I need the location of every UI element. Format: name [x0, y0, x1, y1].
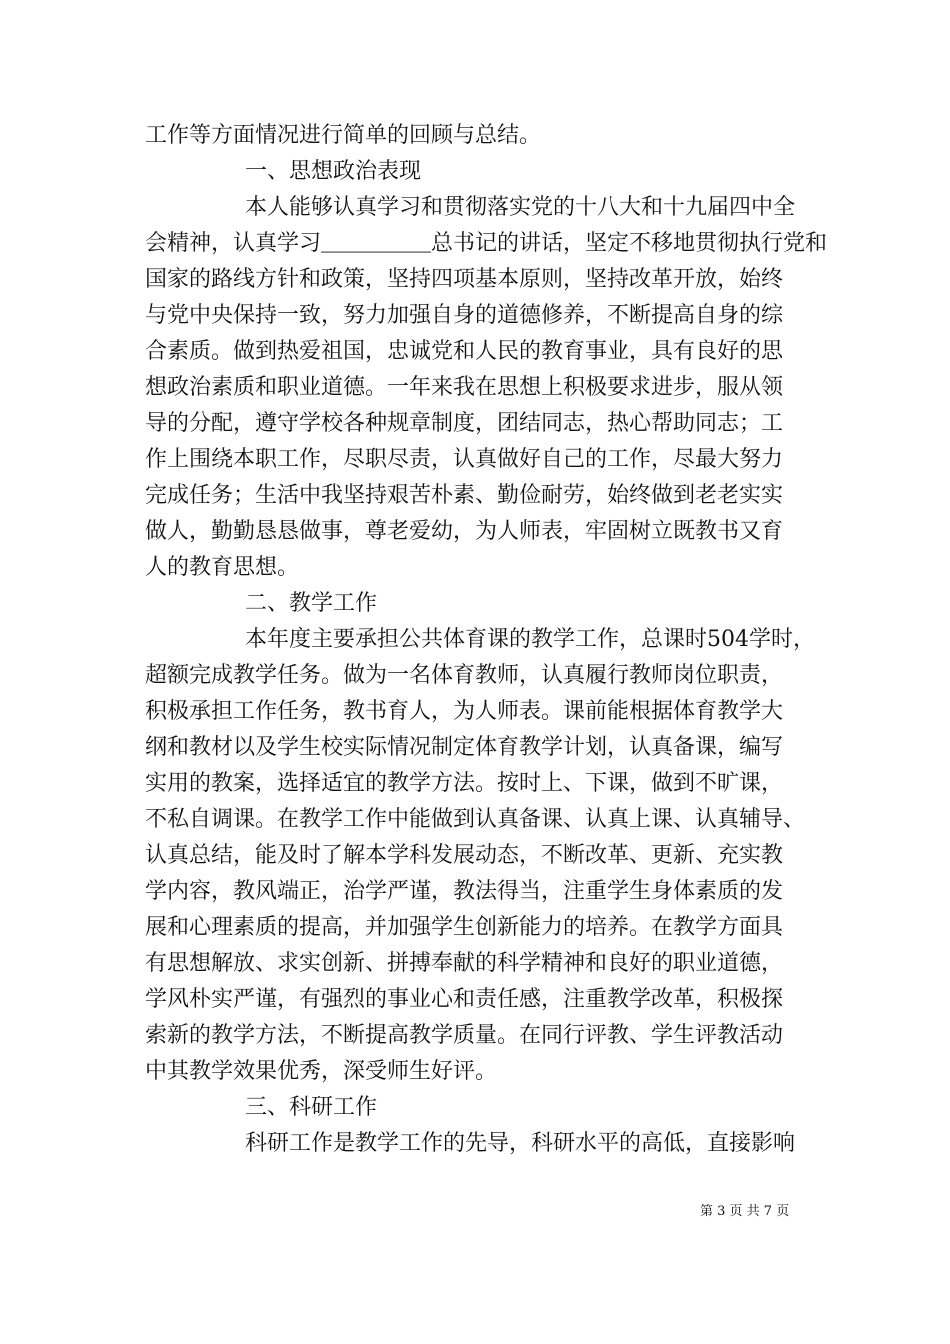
text-line: 科研工作是教学工作的先导，科研水平的高低，直接影响	[245, 1131, 796, 1156]
section-heading-3: 三、科研工作	[245, 1095, 378, 1120]
text-line: 工作等方面情况进行简单的回顾与总结。	[145, 123, 542, 148]
text-line: 会精神，认真学习＿＿＿＿＿总书记的讲话，坚定不移地贯彻执行党和	[145, 231, 828, 256]
text-line: 完成任务；生活中我坚持艰苦朴素、勤俭耐劳，始终做到老老实实	[145, 483, 784, 508]
text-line: 想政治素质和职业道德。一年来我在思想上积极要求进步，服从领	[145, 375, 784, 400]
text-line: 学内容，教风端正，治学严谨，教法得当，注重学生身体素质的发	[145, 879, 784, 904]
text-line: 实用的教案，选择适宜的教学方法。按时上、下课，做到不旷课，	[145, 771, 784, 796]
text-line: 人的教育思想。	[145, 555, 300, 580]
text-line: 本年度主要承担公共体育课的教学工作，总课时504学时，	[245, 627, 815, 652]
text-line: 中其教学效果优秀，深受师生好评。	[145, 1059, 498, 1084]
text-line: 作上围绕本职工作，尽职尽责，认真做好自己的工作，尽最大努力	[145, 447, 784, 472]
text-line: 不私自调课。在教学工作中能做到认真备课、认真上课、认真辅导、	[145, 807, 806, 832]
text-line: 学风朴实严谨，有强烈的事业心和责任感，注重教学改革，积极探	[145, 987, 784, 1012]
page-footer: 第 3 页 共 7 页	[700, 1204, 790, 1219]
text-line: 与党中央保持一致，努力加强自身的道德修养，不断提高自身的综	[145, 303, 784, 328]
text-line: 超额完成教学任务。做为一名体育教师，认真履行教师岗位职责，	[145, 663, 784, 688]
text-line: 本人能够认真学习和贯彻落实党的十八大和十九届四中全	[245, 195, 796, 220]
text-line: 导的分配，遵守学校各种规章制度，团结同志，热心帮助同志；工	[145, 411, 784, 436]
text-line: 做人，勤勤恳恳做事，尊老爱幼，为人师表，牢固树立既教书又育	[145, 519, 784, 544]
text-line: 纲和教材以及学生校实际情况制定体育教学计划，认真备课，编写	[145, 735, 784, 760]
section-heading-1: 一、思想政治表现	[245, 159, 422, 184]
text-line: 索新的教学方法，不断提高教学质量。在同行评教、学生评教活动	[145, 1023, 784, 1048]
text-line: 展和心理素质的提高，并加强学生创新能力的培养。在教学方面具	[145, 915, 784, 940]
text-line: 国家的路线方针和政策，坚持四项基本原则，坚持改革开放，始终	[145, 267, 784, 292]
text-line: 有思想解放、求实创新、拼搏奉献的科学精神和良好的职业道德，	[145, 951, 784, 976]
document-body	[145, 118, 828, 1162]
text-line: 合素质。做到热爱祖国，忠诚党和人民的教育事业，具有良好的思	[145, 339, 784, 364]
text-line: 认真总结，能及时了解本学科发展动态，不断改革、更新、充实教	[145, 843, 784, 868]
text-line: 积极承担工作任务，教书育人，为人师表。课前能根据体育教学大	[145, 699, 784, 724]
section-heading-2: 二、教学工作	[245, 591, 378, 616]
